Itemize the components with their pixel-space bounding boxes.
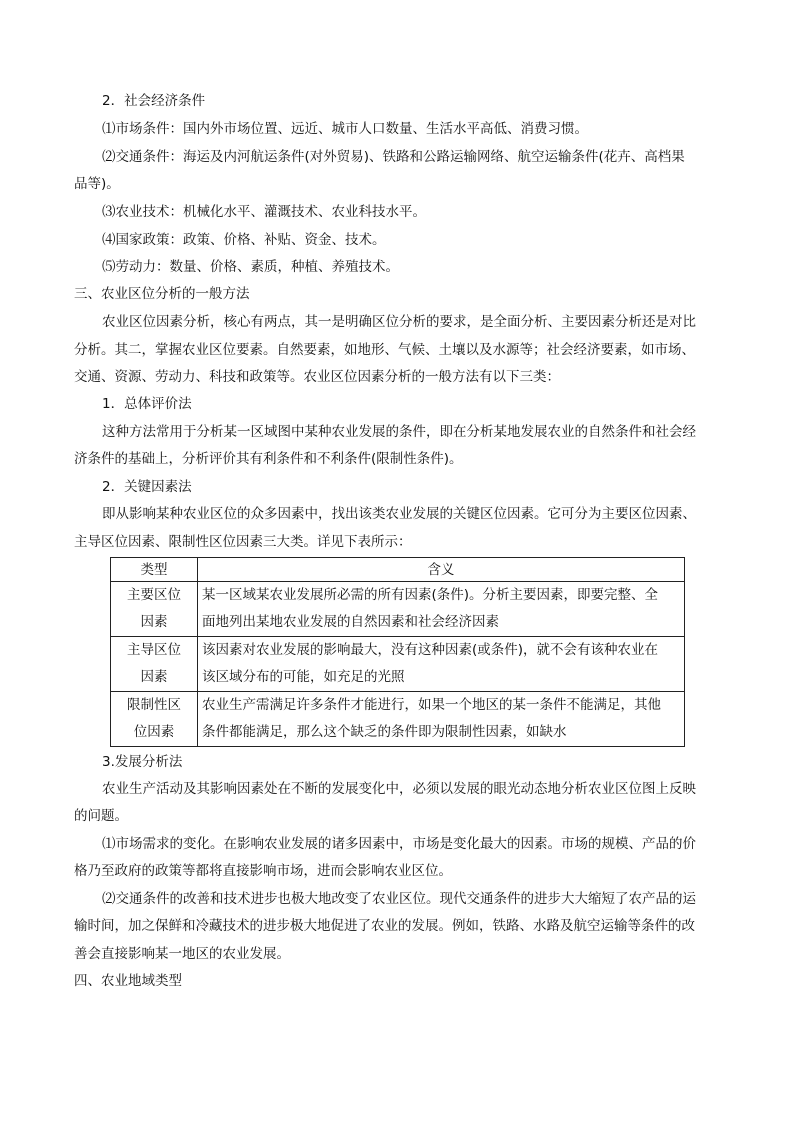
section-heading: 三、农业区位分析的一般方法: [74, 286, 250, 302]
factor-table: [110, 557, 685, 747]
text-line: 即从影响某种农业区位的众多因素中，找出该类农业发展的关键区位因素。它可分为主要区位因素、: [102, 506, 696, 522]
text-line: ⑵交通条件的改善和技术进步也极大地改变了农业区位。现代交通条件的进步大大缩短了农产品的运: [102, 891, 696, 907]
text-line: 善会直接影响某一地区的农业发展。: [74, 946, 290, 962]
text-line: ⑴市场条件：国内外市场位置、远近、城市人口数量、生活水平高低、消费习惯。: [102, 121, 588, 137]
text-line: 的问题。: [74, 808, 128, 824]
section-heading: 四、农业地域类型: [74, 973, 182, 989]
text-line: 格乃至政府的政策等都将直接影响市场，进而会影响农业区位。: [74, 863, 452, 879]
table-cell-type: 限制性区 位因素: [111, 692, 198, 747]
text-line: ⑵交通条件：海运及内河航运条件(对外贸易)、铁路和公路运输网络、航空运输条件(花卉、高档果: [102, 149, 685, 165]
table-header-row: [111, 558, 685, 582]
text-line: 农业生产活动及其影响因素处在不断的发展变化中，必须以发展的眼光动态地分析农业区位图上反映: [102, 781, 696, 797]
text-line: 交通、资源、劳动力、科技和政策等。农业区位因素分析的一般方法有以下三类：: [74, 369, 560, 385]
section-heading: 2．社会经济条件: [102, 93, 206, 109]
text-line: ⑴市场需求的变化。在影响农业发展的诸多因素中，市场是变化最大的因素。市场的规模、产品的价: [102, 836, 696, 852]
text-line: 济条件的基础上，分析评价其有利条件和不利条件(限制性条件)。: [74, 451, 463, 467]
table-cell-type: 主导区位 因素: [111, 637, 198, 692]
table-cell-meaning: 农业生产需满足许多条件才能进行，如果一个地区的某一条件不能满足，其他 条件都能满足，那么这个缺乏的条件即为限制性因素，如缺水: [198, 692, 685, 747]
table-cell-type: 主要区位 因素: [111, 582, 198, 637]
table-row: [111, 637, 685, 692]
text-line: ⑶农业技术：机械化水平、灌溉技术、农业科技水平。: [102, 204, 426, 220]
table-row: [111, 582, 685, 637]
table-header: 含义: [198, 558, 685, 582]
text-line: ⑸劳动力：数量、价格、素质，种植、养殖技术。: [102, 259, 399, 275]
subsection-heading: 3.发展分析法: [102, 754, 183, 770]
table-header: 类型: [111, 558, 198, 582]
text-line: 输时间，加之保鲜和冷藏技术的进步极大地促进了农业的发展。例如，铁路、水路及航空运输等条件的改: [74, 918, 695, 934]
table-cell-meaning: 该因素对农业发展的影响最大，没有这种因素(或条件)，就不会有该种农业在 该区域分布的可能，如充足的光照: [198, 637, 685, 692]
text-line: 农业区位因素分析，核心有两点，其一是明确区位分析的要求，是全面分析、主要因素分析还是对比: [102, 314, 696, 330]
table-cell-meaning: 某一区域某农业发展所必需的所有因素(条件)。分析主要因素，即要完整、全 面地列出某地农业发展的自然因素和社会经济因素: [198, 582, 685, 637]
text-line: 主导区位因素、限制性区位因素三大类。详见下表所示：: [74, 534, 412, 550]
text-line: 品等)。: [74, 176, 120, 192]
subsection-heading: 2．关键因素法: [102, 479, 192, 495]
text-line: 这种方法常用于分析某一区域图中某种农业发展的条件，即在分析某地发展农业的自然条件和社会经: [102, 424, 696, 440]
table-row: [111, 692, 685, 747]
text-line: ⑷国家政策：政策、价格、补贴、资金、技术。: [102, 232, 386, 248]
subsection-heading: 1．总体评价法: [102, 396, 192, 412]
text-line: 分析。其二，掌握农业区位要素。自然要素，如地形、气候、土壤以及水源等；社会经济要素，如市场、: [74, 342, 695, 358]
